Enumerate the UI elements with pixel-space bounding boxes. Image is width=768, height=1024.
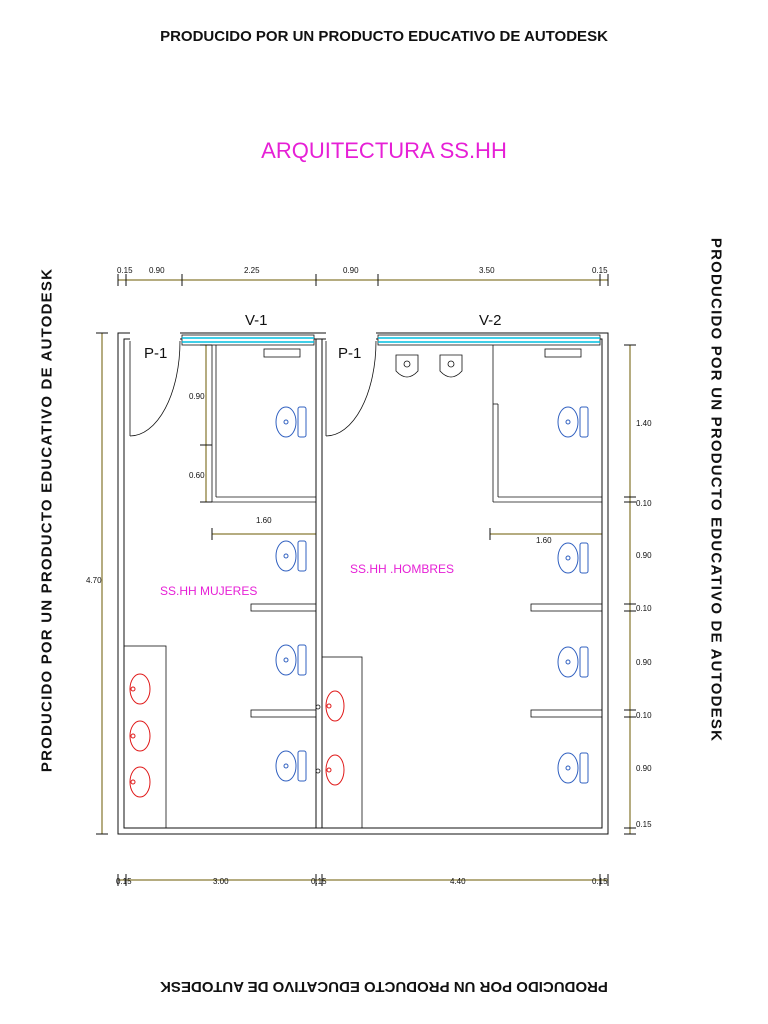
watermark-bottom: PRODUCIDO POR UN PRODUCTO EDUCATIVO DE AUTODESK [160,978,608,995]
dim-right-4: 0.10 [636,604,652,613]
shelf-women [264,349,300,357]
sinks-men [326,691,344,785]
dim-right-1: 1.40 [636,419,652,428]
dim-right-6: 0.10 [636,711,652,720]
label-v2: V-2 [479,312,502,329]
toilets-men [558,407,588,783]
dimension-labels-right [636,419,652,829]
dim-bottom-1: 0.15 [116,877,132,886]
dim-top-4: 0.90 [343,266,359,275]
dim-bottom-2: 3.00 [213,877,229,886]
dim-inner-width-men: 1.60 [536,536,552,545]
window-v1 [182,335,314,345]
dimension-labels-bottom [116,877,608,886]
dimension-ticks [96,274,636,886]
dim-top-5: 3.50 [479,266,495,275]
shelf-men [545,349,581,357]
dim-inner-1: 0.90 [189,392,205,401]
dim-bottom-5: 0.15 [592,877,608,886]
dim-right-8: 0.15 [636,820,652,829]
label-p1-left: P-1 [144,345,168,362]
room-label-women: SS.HH MUJERES [160,584,258,598]
dim-left-total: 4.70 [86,576,102,585]
toilets-women [276,407,306,781]
dim-right-5: 0.90 [636,658,652,667]
dim-top-3: 2.25 [244,266,260,275]
dim-bottom-4: 4.40 [450,877,466,886]
label-v1: V-1 [245,312,268,329]
window-v2 [378,335,600,345]
door-opening-left [130,330,180,342]
dim-top-1: 0.15 [117,266,133,275]
dimension-labels-top [117,266,608,275]
dim-top-2: 0.90 [149,266,165,275]
dim-right-7: 0.90 [636,764,652,773]
urinals [396,355,462,377]
stall-partitions-men [322,345,602,828]
watermark-top: PRODUCIDO POR UN PRODUCTO EDUCATIVO DE AUTODESK [160,28,608,45]
dimension-lines [102,280,630,880]
dim-inner-width-women: 1.60 [256,516,272,525]
dim-right-2: 0.10 [636,499,652,508]
watermark-left: PRODUCIDO POR UN PRODUCTO EDUCATIVO DE AUTODESK [38,267,56,773]
dim-inner-2: 0.60 [189,471,205,480]
dim-right-3: 0.90 [636,551,652,560]
dim-bottom-3: 0.15 [311,877,327,886]
watermark-right: PRODUCIDO POR UN PRODUCTO EDUCATIVO DE AUTODESK [707,237,725,743]
drawing-title: ARQUITECTURA SS.HH [261,138,507,163]
dim-top-6: 0.15 [592,266,608,275]
label-p1-right: P-1 [338,345,362,362]
room-label-men: SS.HH .HOMBRES [350,562,455,576]
sinks-women [130,674,150,797]
door-opening-right [326,330,376,342]
